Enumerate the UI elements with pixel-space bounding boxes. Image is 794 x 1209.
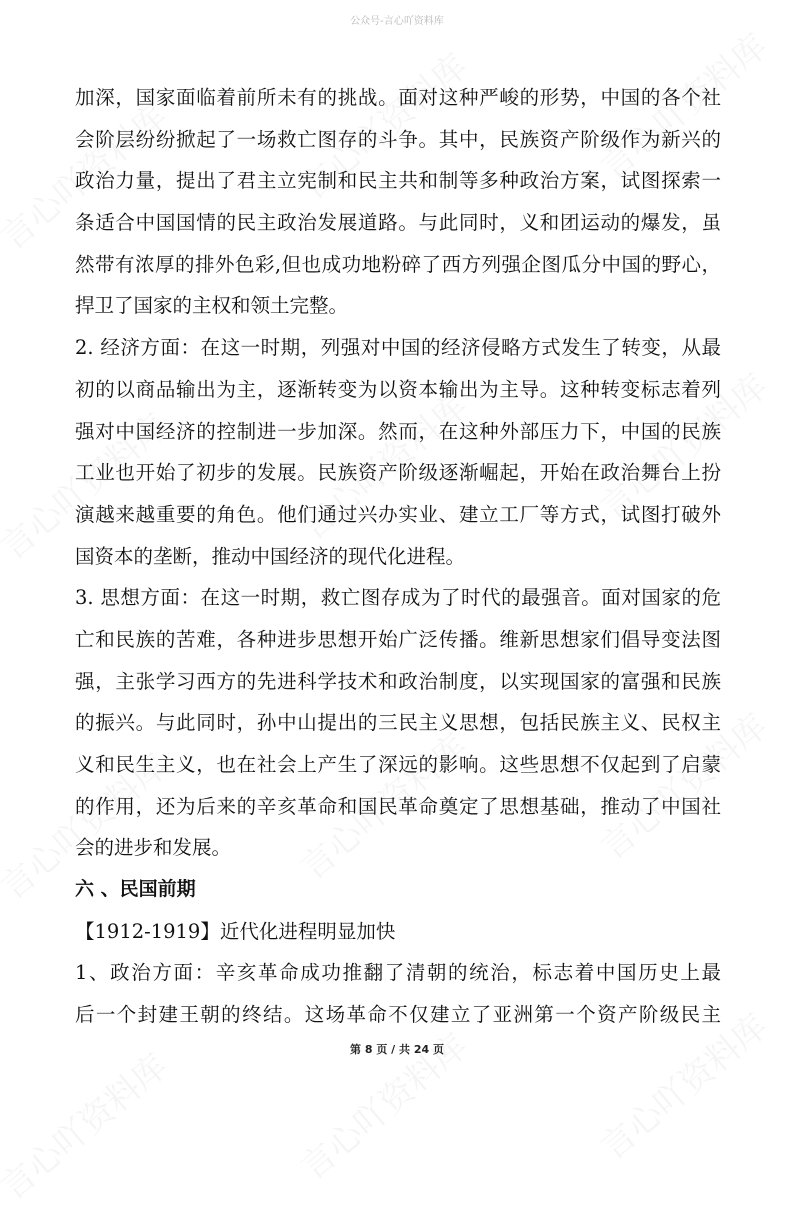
- text-line: 政治力量，提出了君主立宪制和民主共和制等多种政治方案，试图探索一: [75, 169, 721, 193]
- page-number: 第 8 页 / 共 24 页: [350, 1043, 444, 1056]
- text-line: 3. 思想方面：在这一时期，救亡图存成为了时代的最强音。面对国家的危: [75, 586, 721, 610]
- page-header: 公众号-言心吖资料库: [350, 16, 444, 27]
- text-line: 亡和民族的苦难，各种进步思想开始广泛传播。维新思想家们倡导变法图: [75, 627, 721, 651]
- section-heading: 六 、民国前期: [75, 878, 196, 901]
- text-line: 加深，国家面临着前所未有的挑战。面对这种严峻的形势，中国的各个社: [75, 86, 721, 109]
- text-line: 捍卫了国家的主权和领土完整。: [75, 294, 349, 318]
- text-line: 的作用，还为后来的辛亥革命和国民革命奠定了思想基础，推动了中国社: [75, 794, 721, 818]
- text-line: 【1912-1919】近代化进程明显加快: [75, 919, 396, 943]
- text-line: 国资本的垄断，推动中国经济的现代化进程。: [75, 544, 466, 568]
- document-body: [75, 77, 721, 1036]
- text-line: 然带有浓厚的排外色彩,但也成功地粉碎了西方列强企图瓜分中国的野心，: [75, 252, 721, 276]
- text-line: 会的进步和发展。: [75, 836, 232, 860]
- text-line: 会阶层纷纷掀起了一场救亡图存的斗争。其中，民族资产阶级作为新兴的: [75, 127, 721, 151]
- text-line: 初的以商品输出为主，逐渐转变为以资本输出为主导。这种转变标志着列: [75, 377, 721, 401]
- text-line: 工业也开始了初步的发展。民族资产阶级逐渐崛起，开始在政治舞台上扮: [75, 461, 721, 485]
- text-line: 演越来越重要的角色。他们通过兴办实业、建立工厂等方式，试图打破外: [75, 502, 721, 526]
- text-line: 义和民生主义，也在社会上产生了深远的影响。这些思想不仅起到了启蒙: [75, 753, 721, 776]
- text-line: 条适合中国国情的民主政治发展道路。与此同时，义和团运动的爆发，虽: [75, 211, 721, 235]
- text-line: 1、政治方面：辛亥革命成功推翻了清朝的统治，标志着中国历史上最: [75, 961, 721, 985]
- watermark-text: [0, 1040, 176, 1209]
- text-line: 强，主张学习西方的先进科学技术和政治制度，以实现国家的富强和民族: [75, 669, 721, 693]
- text-line: 2. 经济方面：在这一时期，列强对中国的经济侵略方式发生了转变，从最: [75, 336, 721, 360]
- text-line: 强对中国经济的控制进一步加深。然而，在这种外部压力下，中国的民族: [75, 419, 721, 443]
- text-line: 后一个封建王朝的终结。这场革命不仅建立了亚洲第一个资产阶级民主: [75, 1003, 721, 1027]
- text-line: 的振兴。与此同时，孙中山提出的三民主义思想，包括民族主义、民权主: [75, 711, 721, 735]
